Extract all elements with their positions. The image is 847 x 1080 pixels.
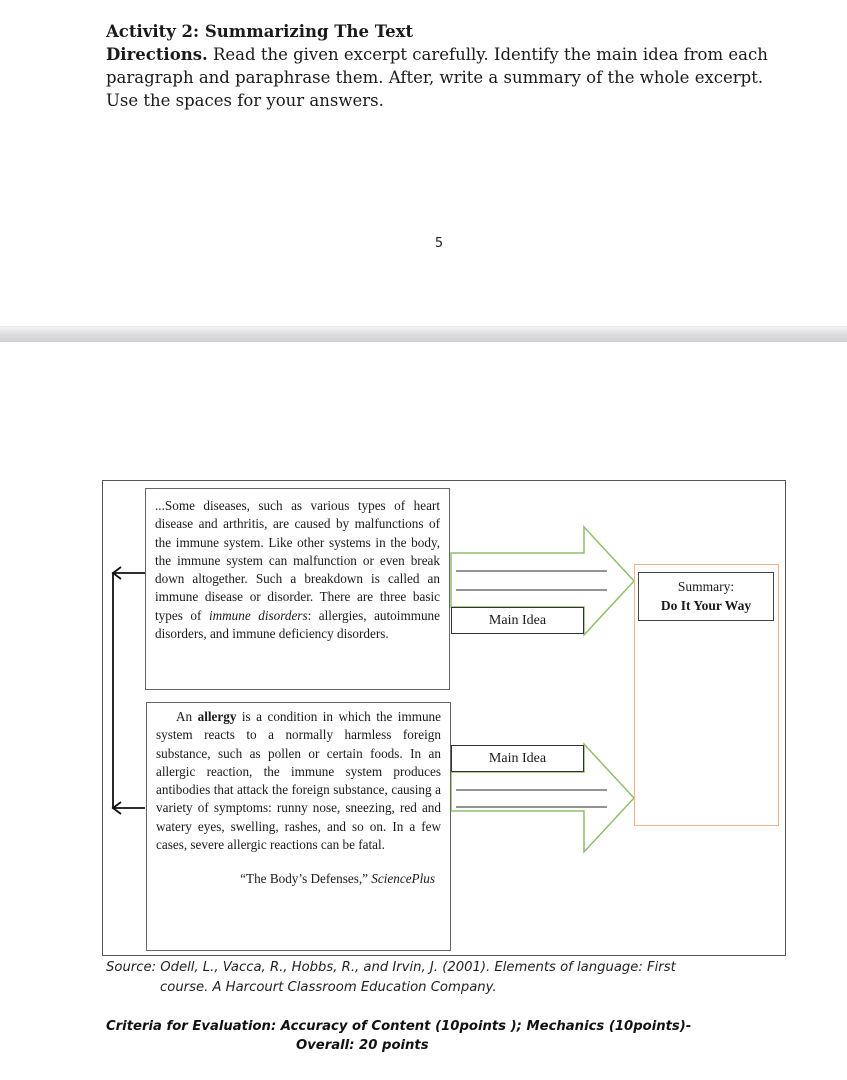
- left-bracket-connector: [113, 567, 145, 814]
- page-number: 5: [434, 236, 444, 251]
- activity-title: Activity 2: Summarizing The Text: [106, 22, 414, 41]
- directions-label: Directions.: [106, 45, 208, 64]
- source-line-2: course. A Harcourt Classroom Education Company.: [160, 980, 497, 995]
- paragraph-2-lead: An: [176, 709, 198, 724]
- source-citation: [106, 958, 786, 998]
- excerpt-paragraph-1: [145, 488, 450, 690]
- paragraph-1-text-end: : allergies, autoimmune disorders, and immune deficiency disorders.: [155, 607, 440, 642]
- paragraph-2-text: is a condition in which the immune system reacts to a normally harmless foreign substance, such as pollen or certain foods. In an allergic reaction, the immune system produces antibodies that attack the foreign substance, causing a variety of symptoms: runny nose, sneezing, red and watery eyes, swelling, rashes, and so on. In a few cases, severe allergic reactions can be fatal.: [156, 709, 441, 853]
- paragraph-2-bold-term: allergy: [197, 709, 237, 724]
- main-idea-box-1[interactable]: Main Idea: [451, 607, 584, 634]
- criteria-line-1: Criteria for Evaluation: Accuracy of Content (10points ); Mechanics (10points)-: [106, 1019, 692, 1034]
- summary-label-box: [638, 572, 774, 621]
- evaluation-criteria: [106, 1017, 786, 1055]
- directions-text: Read the given excerpt carefully. Identify the main idea from each paragraph and paraphrase them. After, write a summary of the whole excerpt. Use the spaces for your answers.: [106, 45, 768, 110]
- paragraph-1-italic: immune disorders: [208, 607, 308, 623]
- citation-title: “The Body’s Defenses,”: [240, 871, 372, 887]
- paragraph-1-text: ...Some diseases, such as various types of heart disease and arthritis, are caused by malfunctions of the immune system. Like other systems in the body, the immune system can malfunction or even break down altogether. Such a breakdown is called an immune disease or disorder. There are three basic types of: [155, 498, 440, 623]
- citation: [156, 870, 441, 888]
- criteria-line-2: Overall: 20 points: [296, 1038, 429, 1053]
- summary-label: Summary:: [677, 579, 735, 594]
- main-idea-box-2[interactable]: Main Idea: [451, 745, 584, 772]
- summary-sublabel: Do It Your Way: [660, 598, 752, 613]
- excerpt-paragraph-2: [146, 702, 451, 951]
- citation-source: SciencePlus: [371, 871, 435, 887]
- source-line-1: Source: Odell, L., Vacca, R., Hobbs, R., and Irvin, J. (2001). Elements of language: First: [106, 960, 676, 975]
